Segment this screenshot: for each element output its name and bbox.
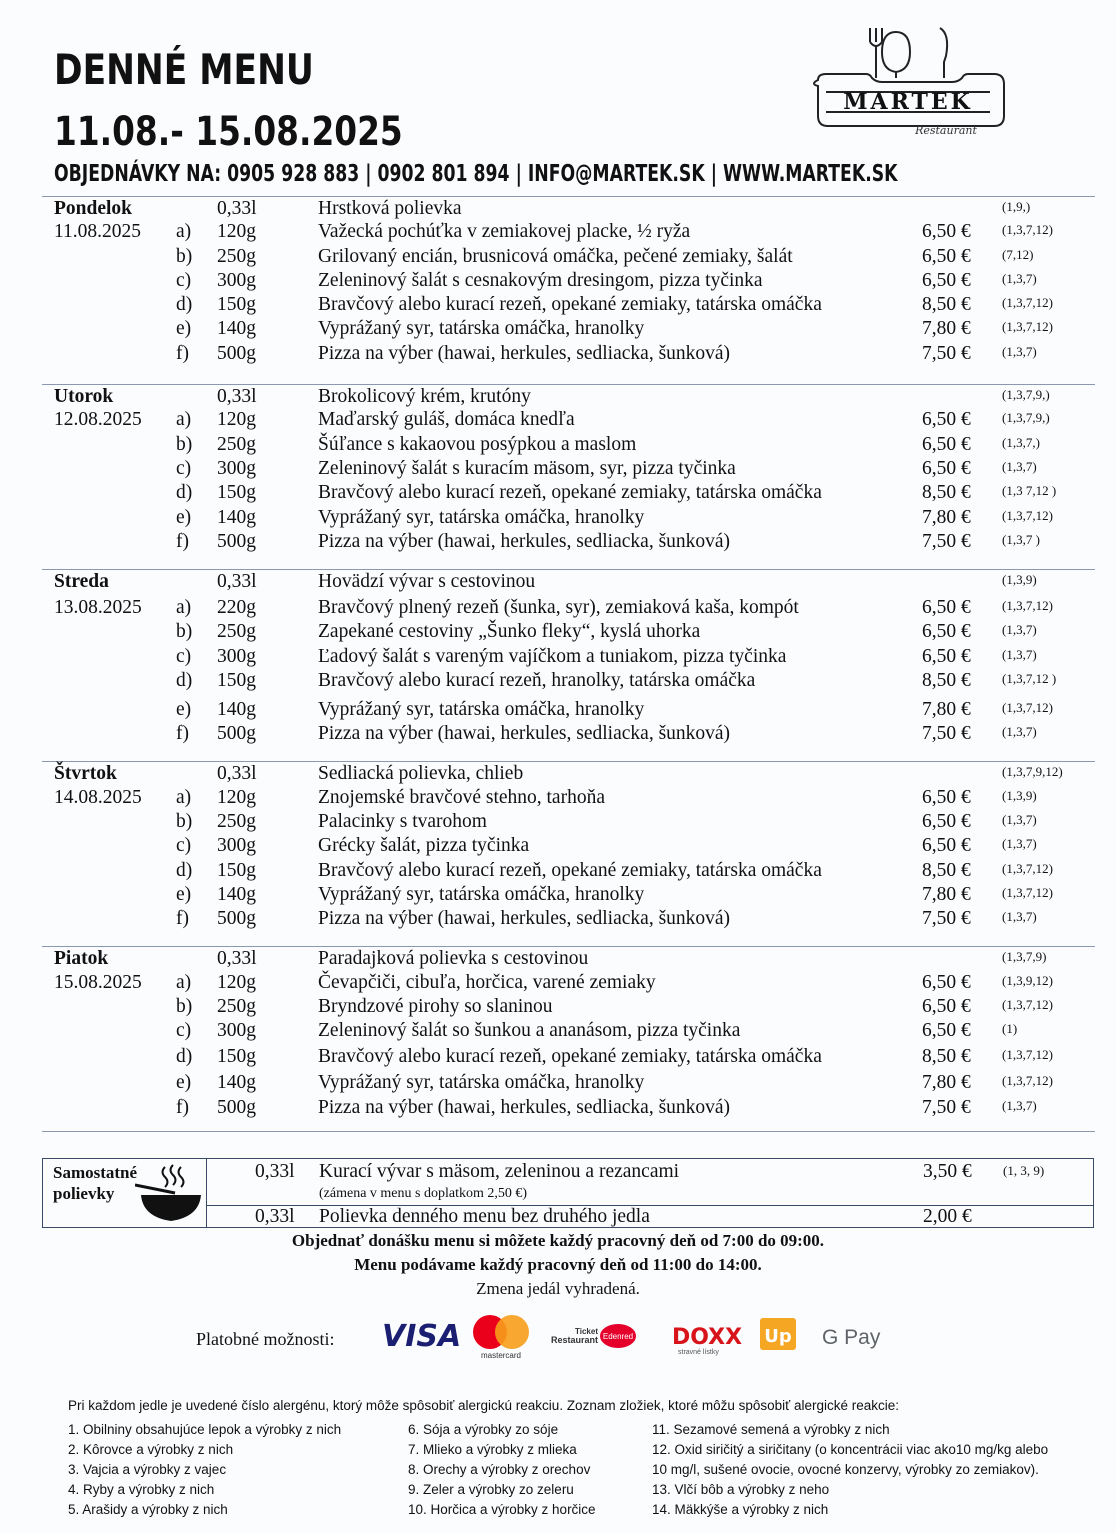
soup-weight: 0,33l [217, 198, 257, 219]
item-price: 7,80 € [922, 507, 971, 528]
item-allergens: (1,3,7,) [1002, 435, 1040, 450]
allergen-item: 11. Sezamové semená a výrobky z nich [652, 1422, 890, 1437]
item-name: Pizza na výber (hawai, herkules, sedliacka, šunková) [318, 723, 731, 744]
soups-label-line2: polievky [53, 1184, 115, 1203]
item-price: 7,50 € [922, 723, 971, 744]
item-name: Bravčový plnený rezeň (šunka, syr), zemiaková kaša, kompót [318, 597, 799, 618]
item-allergens: (1,3,7,12 ) [1002, 671, 1057, 686]
item-letter: e) [176, 884, 192, 905]
item-weight: 500g [217, 908, 256, 929]
item-name: Vyprážaný syr, tatárska omáčka, hranolky [318, 699, 645, 720]
item-allergens: (1,3,7) [1002, 271, 1037, 286]
soup-allergens: (1,3,7,9) [1002, 949, 1047, 964]
item-allergens: (1,3,7,9,) [1002, 410, 1050, 425]
item-price: 7,80 € [922, 1072, 971, 1093]
menu-item-row [42, 408, 1095, 432]
order-contact-line: OBJEDNÁVKY NA: 0905 928 883 | 0902 801 894 | INFO@MARTEK.SK | WWW.MARTEK.SK [54, 161, 898, 187]
item-weight: 250g [217, 246, 256, 267]
menu-date-range: 11.08.- 15.08.2025 [54, 109, 403, 155]
item-allergens: (1,3,7,12) [1002, 319, 1053, 334]
item-letter: a) [176, 221, 192, 242]
menu-item-row [42, 269, 1095, 293]
menu-item-row [42, 481, 1095, 505]
menu-item-row [42, 506, 1095, 530]
item-price: 7,50 € [922, 531, 971, 552]
payment-options-label: Platobné možnosti: [196, 1329, 335, 1349]
allergen-item: 13. Vlčí bôb a výrobky z neho [652, 1482, 830, 1497]
item-allergens: (1,3,7,12) [1002, 1073, 1053, 1088]
item-allergens: (1,3,7) [1002, 812, 1037, 827]
item-letter: c) [176, 270, 192, 291]
item-price: 6,50 € [922, 835, 971, 856]
item-name: Bravčový alebo kurací rezeň, opekané zemiaky, tatárska omáčka [318, 860, 822, 881]
item-allergens: (1,3,7) [1002, 622, 1037, 637]
item-weight: 120g [217, 787, 256, 808]
allergen-item: 6. Sója a výrobky zo sóje [408, 1422, 559, 1437]
allergen-item: 1. Obilniny obsahujúce lepok a výrobky z nich [68, 1422, 342, 1437]
item-letter: c) [176, 458, 192, 479]
item-name: Pizza na výber (hawai, herkules, sedliacka, šunková) [318, 343, 731, 364]
menu-item-row [42, 1019, 1095, 1043]
item-price: 7,80 € [922, 318, 971, 339]
item-allergens: (1,3,7,12) [1002, 997, 1053, 1012]
standalone-soups-box [42, 1158, 1094, 1228]
menu-item-row [42, 883, 1095, 907]
item-letter: b) [176, 434, 193, 455]
soups-label-line1: Samostatné [53, 1163, 138, 1182]
item-weight: 300g [217, 646, 256, 667]
item-allergens: (1,3 7,12 ) [1002, 483, 1057, 498]
item-allergens: (1,3,7) [1002, 647, 1037, 662]
delivery-order-info: Objednať donášku menu si môžete každý pracovný deň od 7:00 do 09:00. [291, 1231, 825, 1250]
item-letter: b) [176, 246, 193, 267]
item-weight: 120g [217, 972, 256, 993]
menu-bottom-divider [42, 1131, 1095, 1132]
soup-row [42, 762, 1095, 786]
mastercard-logo-right [495, 1315, 529, 1349]
item-weight: 500g [217, 343, 256, 364]
item-name: Grilovaný encián, brusnicová omáčka, pečené zemiaky, šalát [318, 246, 793, 267]
item-name: Pizza na výber (hawai, herkules, sedliacka, šunková) [318, 908, 731, 929]
item-price: 6,50 € [922, 246, 971, 267]
item-price: 6,50 € [922, 221, 971, 242]
item-weight: 150g [217, 670, 256, 691]
item-letter: d) [176, 294, 193, 315]
item-price: 6,50 € [922, 621, 971, 642]
item-price: 6,50 € [922, 458, 971, 479]
menu-item-row [42, 293, 1095, 317]
item-price: 6,50 € [922, 270, 971, 291]
item-letter: c) [176, 1020, 192, 1041]
serving-hours-info: Menu podávame každý pracovný deň od 11:00 do 14:00. [354, 1255, 762, 1274]
item-price: 7,50 € [922, 908, 971, 929]
item-name: Šúľance s kakaovou posýpkou a maslom [318, 434, 637, 455]
item-allergens: (1,3,7,12) [1002, 1047, 1053, 1062]
item-allergens: (1,3,7,12) [1002, 222, 1053, 237]
item-weight: 140g [217, 318, 256, 339]
menu-item-row [42, 342, 1095, 366]
menu-item-row [42, 834, 1095, 858]
menu-item-row [42, 530, 1095, 554]
item-name: Pizza na výber (hawai, herkules, sedliacka, šunková) [318, 531, 731, 552]
ticket-label-1: Ticket [575, 1327, 598, 1336]
day-name: Piatok [54, 948, 109, 969]
item-name: Zeleninový šalát s kuracím mäsom, syr, pizza tyčinka [318, 458, 736, 479]
day-block-2 [42, 569, 1095, 749]
menu-item-row [42, 433, 1095, 457]
item-letter: a) [176, 972, 192, 993]
item-allergens: (1,3,9) [1002, 788, 1037, 803]
item-name: Važecká pochúťka v zemiakovej placke, ½ ryža [318, 221, 691, 242]
menu-item-row [42, 971, 1095, 995]
item-price: 6,50 € [922, 409, 971, 430]
day-name: Štvrtok [54, 763, 117, 784]
item-allergens: (1,3,7,12) [1002, 295, 1053, 310]
item-name: Bravčový alebo kurací rezeň, opekané zemiaky, tatárska omáčka [318, 482, 822, 503]
menu-item-row [42, 457, 1095, 481]
item-weight: 500g [217, 723, 256, 744]
item-price: 7,50 € [922, 1097, 971, 1118]
soup-name: Paradajková polievka s cestovinou [318, 948, 589, 969]
item-letter: f) [176, 531, 189, 552]
item-weight: 250g [217, 434, 256, 455]
item-name: Ľadový šalát s vareným vajíčkom a tuniakom, pizza tyčinka [318, 646, 787, 667]
menu-item-row [42, 620, 1095, 644]
item-price: 8,50 € [922, 1046, 971, 1067]
item-price: 7,80 € [922, 699, 971, 720]
soup-row-1-price: 3,50 € [923, 1161, 972, 1182]
menu-item-row [42, 596, 1095, 620]
item-letter: e) [176, 318, 192, 339]
standalone-soups-label-cell [43, 1159, 207, 1227]
item-letter: f) [176, 723, 189, 744]
edenred-label: Edenred [602, 1332, 634, 1341]
soup-row-1-allergens: (1, 3, 9) [1003, 1163, 1045, 1178]
item-letter: f) [176, 908, 189, 929]
menu-item-row [42, 669, 1095, 693]
item-price: 6,50 € [922, 996, 971, 1017]
visa-logo: VISA [382, 1319, 462, 1354]
item-weight: 300g [217, 835, 256, 856]
restaurant-logo [806, 22, 1016, 142]
allergen-item: 14. Mäkkýše a výrobky z nich [652, 1502, 829, 1517]
item-weight: 300g [217, 458, 256, 479]
ticket-label-2: Restaurant [550, 1335, 598, 1345]
item-name: Bravčový alebo kurací rezeň, opekané zemiaky, tatárska omáčka [318, 294, 822, 315]
item-name: Bryndzové pirohy so slaninou [318, 996, 553, 1017]
item-name: Bravčový alebo kurací rezeň, hranolky, tatárska omáčka [318, 670, 756, 691]
item-weight: 120g [217, 409, 256, 430]
item-weight: 140g [217, 699, 256, 720]
item-price: 6,50 € [922, 1020, 971, 1041]
menu-item-row [42, 1096, 1095, 1120]
logo-name: MARTEK [843, 89, 973, 115]
item-letter: c) [176, 646, 192, 667]
item-price: 6,50 € [922, 597, 971, 618]
item-allergens: (1,3,7 ) [1002, 532, 1040, 547]
item-price: 6,50 € [922, 811, 971, 832]
soup-weight: 0,33l [217, 571, 257, 592]
item-name: Pizza na výber (hawai, herkules, sedliacka, šunková) [318, 1097, 731, 1118]
item-name: Vyprážaný syr, tatárska omáčka, hranolky [318, 318, 645, 339]
soup-row [42, 570, 1095, 594]
allergen-item: 3. Vajcia a výrobky z vajec [68, 1462, 227, 1477]
item-price: 8,50 € [922, 670, 971, 691]
day-block-4 [42, 946, 1095, 1126]
allergen-item: 2. Kôrovce a výrobky z nich [68, 1442, 234, 1457]
day-name: Pondelok [54, 198, 133, 219]
item-name: Zapekané cestoviny „Šunko fleky“, kyslá uhorka [318, 621, 701, 642]
soup-name: Brokolicový krém, krutóny [318, 386, 531, 407]
day-date: 13.08.2025 [54, 597, 142, 618]
menu-item-row [42, 1045, 1095, 1069]
item-allergens: (1) [1002, 1021, 1018, 1036]
item-weight: 250g [217, 811, 256, 832]
item-allergens: (1,3,7) [1002, 724, 1037, 739]
item-allergens: (1,3,7) [1002, 344, 1037, 359]
item-allergens: (1,3,7,12) [1002, 700, 1053, 715]
item-allergens: (1,3,7,12) [1002, 861, 1053, 876]
soup-allergens: (1,9,) [1002, 199, 1031, 214]
allergen-item: 10. Horčica a výrobky z horčice [408, 1502, 596, 1517]
item-weight: 150g [217, 482, 256, 503]
gpay-logo: G Pay [822, 1326, 881, 1349]
item-name: Vyprážaný syr, tatárska omáčka, hranolky [318, 1072, 645, 1093]
item-name: Palacinky s tvarohom [318, 811, 487, 832]
menu-item-row [42, 645, 1095, 669]
item-price: 6,50 € [922, 972, 971, 993]
soup-row-2-price: 2,00 € [923, 1206, 972, 1227]
item-weight: 150g [217, 294, 256, 315]
item-allergens: (1,3,9,12) [1002, 973, 1053, 988]
item-price: 8,50 € [922, 294, 971, 315]
item-letter: d) [176, 860, 193, 881]
soup-name: Hrstková polievka [318, 198, 462, 219]
item-name: Zeleninový šalát s cesnakovým dresingom, pizza tyčinka [318, 270, 763, 291]
soup-row-1-weight: 0,33l [255, 1161, 295, 1182]
item-allergens: (7,12) [1002, 247, 1034, 262]
menu-change-note: Zmena jedál vyhradená. [476, 1279, 640, 1298]
item-letter: e) [176, 699, 192, 720]
allergen-item: 12. Oxid siričitý a siričitany (o koncentrácii viac ako10 mg/kg alebo [652, 1442, 1049, 1457]
soup-name: Sedliacká polievka, chlieb [318, 763, 524, 784]
soup-allergens: (1,3,7,9,) [1002, 387, 1050, 402]
item-price: 7,50 € [922, 343, 971, 364]
item-letter: a) [176, 409, 192, 430]
up-label: Up [764, 1326, 792, 1347]
day-block-0 [42, 196, 1095, 376]
menu-item-row [42, 1071, 1095, 1095]
item-allergens: (1,3,7,12) [1002, 885, 1053, 900]
item-name: Zeleninový šalát so šunkou a ananásom, pizza tyčinka [318, 1020, 741, 1041]
item-letter: d) [176, 482, 193, 503]
item-name: Vyprážaný syr, tatárska omáčka, hranolky [318, 884, 645, 905]
item-name: Vyprážaný syr, tatárska omáčka, hranolky [318, 507, 645, 528]
item-letter: d) [176, 1046, 193, 1067]
item-weight: 300g [217, 270, 256, 291]
menu-item-row [42, 859, 1095, 883]
doxx-subtitle: stravné lístky [678, 1349, 719, 1356]
item-price: 8,50 € [922, 482, 971, 503]
soup-allergens: (1,3,7,9,12) [1002, 764, 1063, 779]
item-weight: 150g [217, 860, 256, 881]
item-name: Bravčový alebo kurací rezeň, opekané zemiaky, tatárska omáčka [318, 1046, 822, 1067]
day-block-1 [42, 384, 1095, 564]
item-letter: a) [176, 597, 192, 618]
item-weight: 220g [217, 597, 256, 618]
allergen-item: 4. Ryby a výrobky z nich [68, 1482, 215, 1497]
item-name: Čevapčiči, cibuľa, horčica, varené zemiaky [318, 972, 656, 993]
day-block-3 [42, 761, 1095, 941]
item-weight: 500g [217, 1097, 256, 1118]
soup-name: Hovädzí vývar s cestovinou [318, 571, 536, 592]
menu-item-row [42, 907, 1095, 931]
payment-logos [382, 1312, 902, 1362]
soup-row-1-name: Kurací vývar s mäsom, zeleninou a rezancami [319, 1161, 680, 1182]
allergen-item: 10 mg/l, sušené ovocie, ovocné konzervy, výrobky zo zemiakov). [652, 1462, 1039, 1477]
allergen-item: 5. Arašidy a výrobky z nich [68, 1502, 228, 1517]
soup-weight: 0,33l [217, 386, 257, 407]
item-letter: f) [176, 1097, 189, 1118]
item-weight: 250g [217, 996, 256, 1017]
item-allergens: (1,3,7) [1002, 1098, 1037, 1113]
allergen-intro: Pri každom jedle je uvedené číslo alergénu, ktorý môže spôsobiť alergickú reakciu. Zoznam zložiek, ktoré môžu spôsobiť alergické reakcie: [68, 1398, 900, 1413]
day-name: Utorok [54, 386, 114, 407]
item-letter: c) [176, 835, 192, 856]
day-date: 15.08.2025 [54, 972, 142, 993]
item-price: 7,80 € [922, 884, 971, 905]
item-letter: d) [176, 670, 193, 691]
menu-item-row [42, 995, 1095, 1019]
item-allergens: (1,3,7) [1002, 909, 1037, 924]
logo-subtitle: Restaurant [915, 124, 977, 137]
mastercard-label: mastercard [480, 1351, 522, 1360]
day-date: 12.08.2025 [54, 409, 142, 430]
soup-row [42, 197, 1095, 221]
item-letter: e) [176, 1072, 192, 1093]
soup-weight: 0,33l [217, 948, 257, 969]
doxx-logo: DOXX [672, 1325, 743, 1350]
menu-item-row [42, 220, 1095, 244]
item-name: Maďarský guláš, domáca knedľa [318, 409, 575, 430]
item-name: Grécky šalát, pizza tyčinka [318, 835, 530, 856]
item-allergens: (1,3,7) [1002, 836, 1037, 851]
menu-item-row [42, 810, 1095, 834]
item-allergens: (1,3,7,12) [1002, 598, 1053, 613]
soup-weight: 0,33l [217, 763, 257, 784]
item-letter: e) [176, 507, 192, 528]
item-weight: 120g [217, 221, 256, 242]
item-letter: f) [176, 343, 189, 364]
soup-allergens: (1,3,9) [1002, 572, 1037, 587]
item-price: 6,50 € [922, 787, 971, 808]
day-date: 11.08.2025 [54, 221, 142, 242]
soup-bowl-icon [135, 1163, 205, 1225]
soup-row [42, 385, 1095, 409]
item-weight: 250g [217, 621, 256, 642]
item-price: 8,50 € [922, 860, 971, 881]
item-allergens: (1,3,7,12) [1002, 508, 1053, 523]
day-date: 14.08.2025 [54, 787, 142, 808]
allergen-item: 9. Zeler a výrobky zo zeleru [408, 1482, 574, 1497]
soup-row-1-note: (zámena v menu s doplatkom 2,50 €) [319, 1186, 528, 1201]
menu-item-row [42, 317, 1095, 341]
item-weight: 140g [217, 884, 256, 905]
day-name: Streda [54, 571, 109, 592]
item-letter: b) [176, 621, 193, 642]
item-letter: b) [176, 811, 193, 832]
item-price: 6,50 € [922, 646, 971, 667]
item-allergens: (1,3,7) [1002, 459, 1037, 474]
page-title: DENNÉ MENU [54, 45, 314, 94]
item-weight: 150g [217, 1046, 256, 1067]
item-weight: 140g [217, 1072, 256, 1093]
menu-item-row [42, 722, 1095, 746]
item-name: Znojemské bravčové stehno, tarhoňa [318, 787, 605, 808]
menu-item-row [42, 786, 1095, 810]
allergen-item: 8. Orechy a výrobky z orechov [408, 1462, 591, 1477]
item-weight: 300g [217, 1020, 256, 1041]
allergen-item: 7. Mlieko a výrobky z mlieka [408, 1442, 577, 1457]
item-weight: 140g [217, 507, 256, 528]
item-weight: 500g [217, 531, 256, 552]
item-price: 6,50 € [922, 434, 971, 455]
soup-row-2-name: Polievka denného menu bez druhého jedla [319, 1206, 650, 1227]
item-letter: a) [176, 787, 192, 808]
item-letter: b) [176, 996, 193, 1017]
menu-item-row [42, 245, 1095, 269]
menu-item-row [42, 698, 1095, 722]
soup-row-2-weight: 0,33l [255, 1206, 295, 1227]
soup-row [42, 947, 1095, 971]
